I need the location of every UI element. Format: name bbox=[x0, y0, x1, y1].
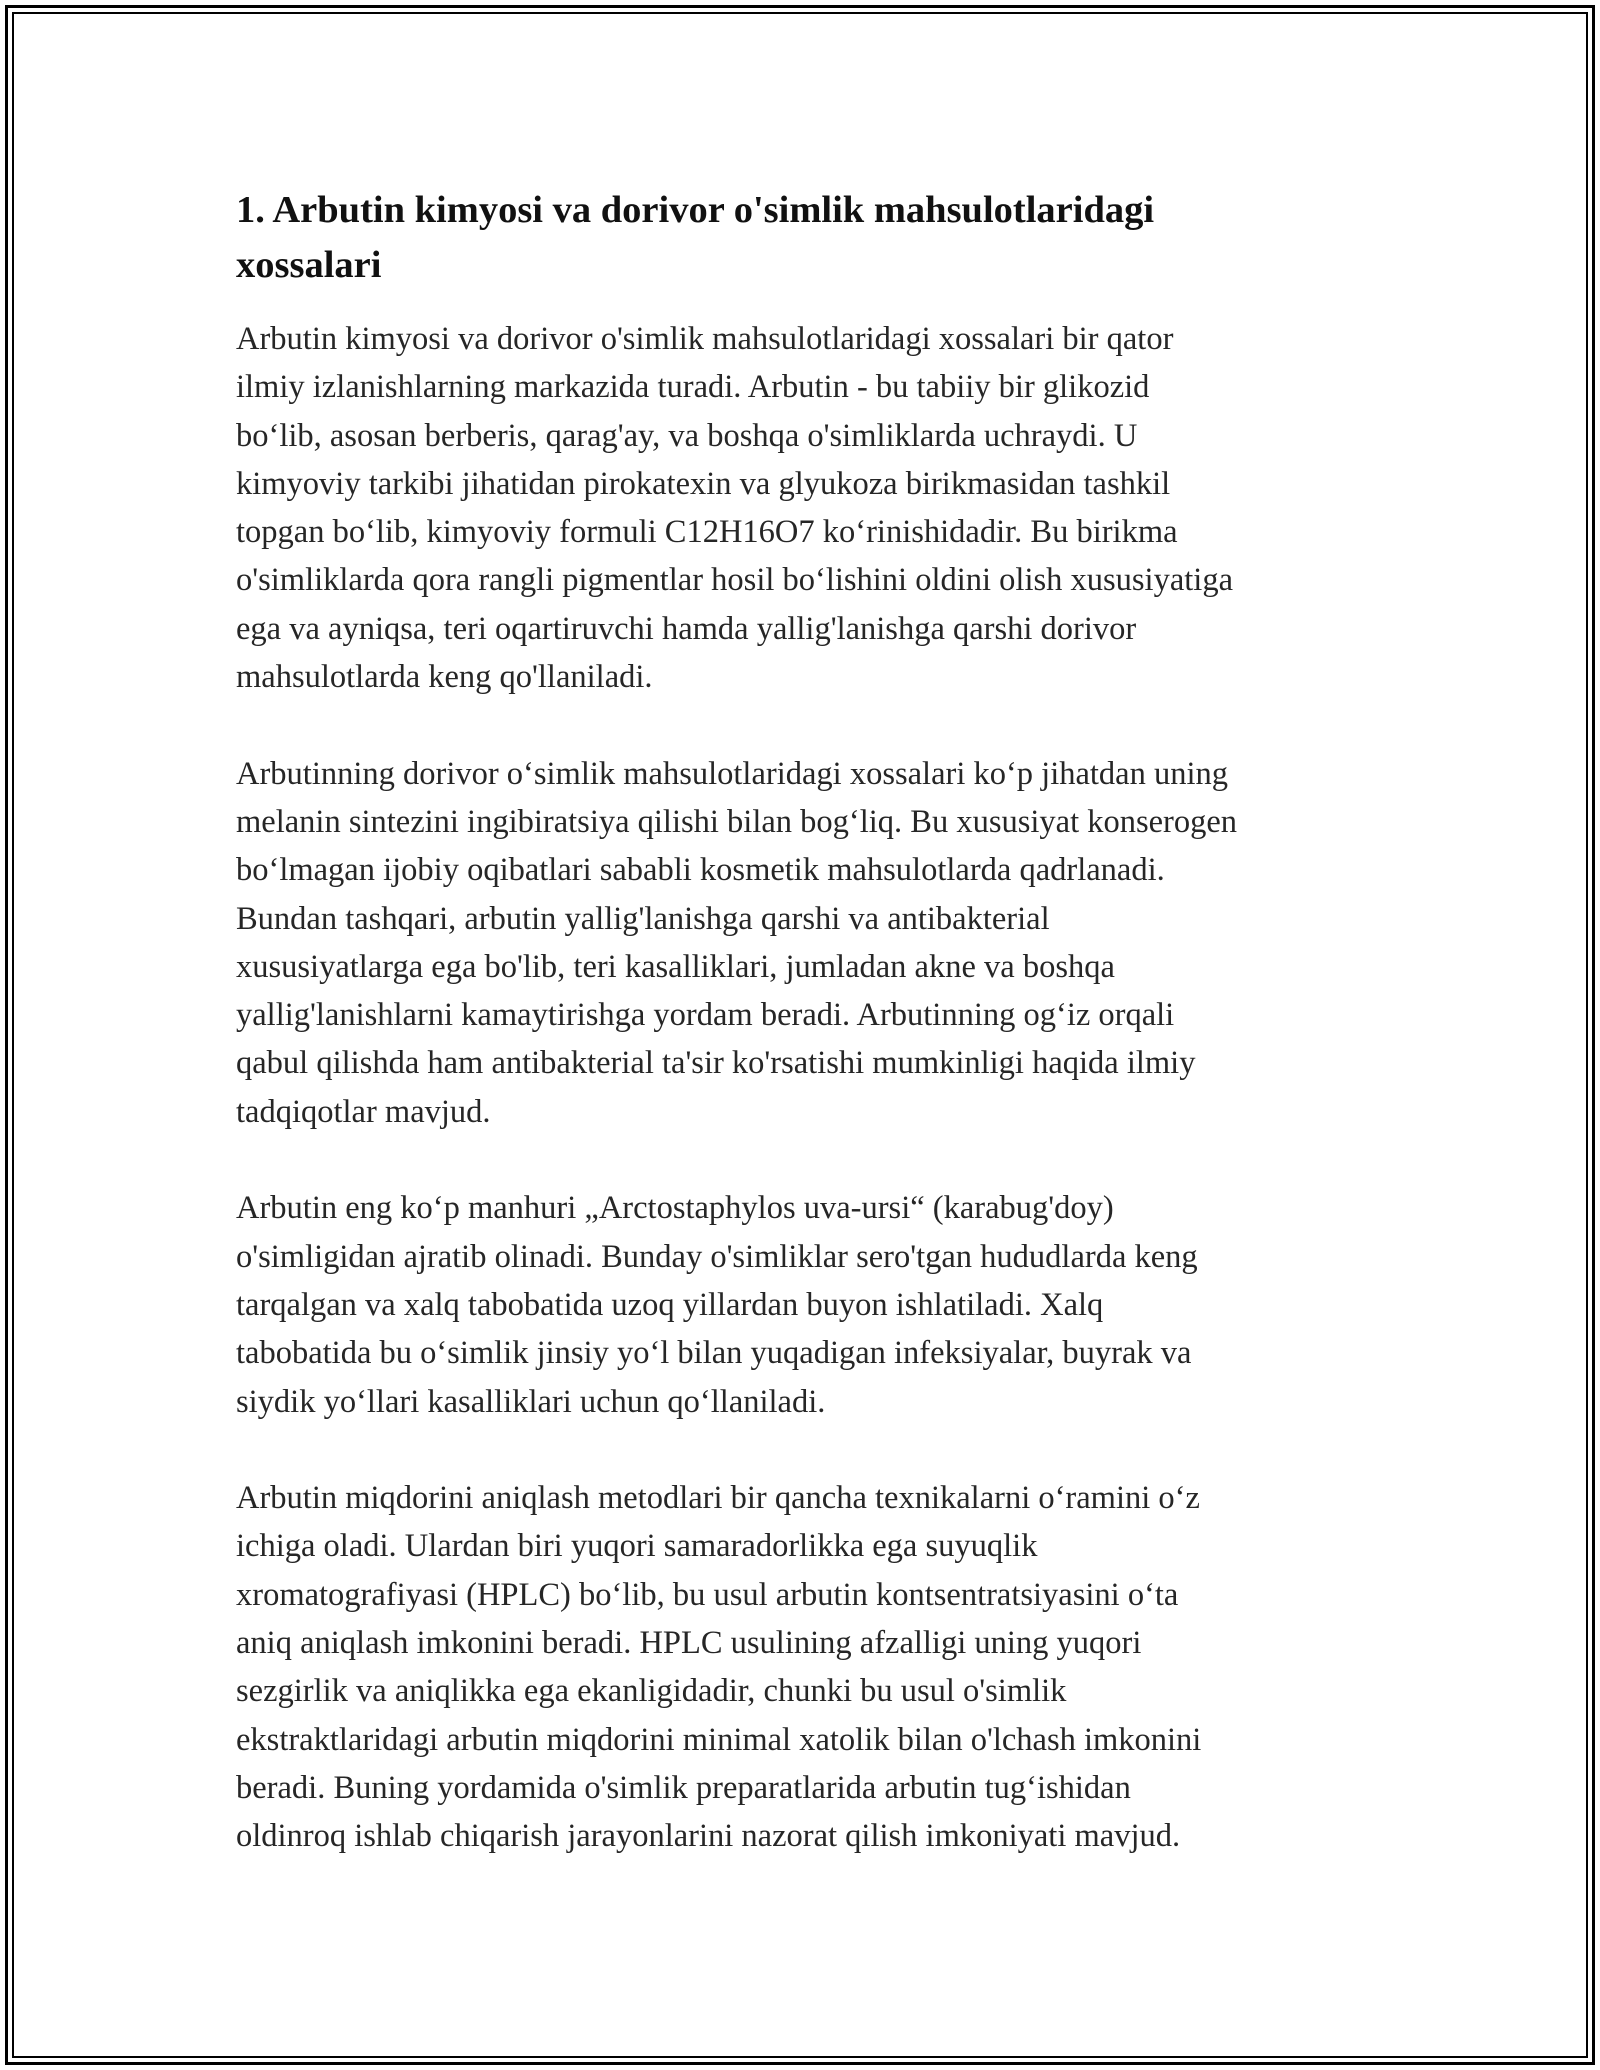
text-line: tarqalgan va xalq tabobatida uzoq yillardan buyon ishlatiladi. Xalq bbox=[236, 1286, 1104, 1323]
text-line: bo‘lib, asosan berberis, qarag'ay, va boshqa o'simliklarda uchraydi. U bbox=[236, 417, 1138, 454]
text-line: xromatografiyasi (HPLC) bo‘lib, bu usul arbutin kontsentratsiyasini o‘ta bbox=[236, 1576, 1179, 1613]
text-line: aniq aniqlash imkonini beradi. HPLC usulining afzalligi uning yuqori bbox=[236, 1625, 1142, 1662]
text-line: xususiyatlarga ega bo'lib, teri kasalliklari, jumladan akne va boshqa bbox=[236, 948, 1115, 985]
text-line: beradi. Buning yordamida o'simlik preparatlarida arbutin tug‘ishidan bbox=[236, 1769, 1131, 1806]
text-line: yallig'lanishlarni kamaytirishga yordam beradi. Arbutinning og‘iz orqali bbox=[236, 997, 1175, 1034]
text-line: oldinroq ishlab chiqarish jarayonlarini nazorat qilish imkoniyati mavjud. bbox=[236, 1818, 1181, 1855]
text-line: ilmiy izlanishlarning markazida turadi. Arbutin - bu tabiiy bir glikozid bbox=[236, 369, 1150, 406]
text-line: Arbutin miqdorini aniqlash metodlari bir qancha texnikalarni o‘ramini o‘z bbox=[236, 1480, 1200, 1517]
document-body bbox=[236, 183, 1376, 1861]
text-line: Arbutin kimyosi va dorivor o'simlik mahsulotlaridagi xossalari bir qator bbox=[236, 321, 1174, 357]
text-line: mahsulotlarda keng qo'llaniladi. bbox=[236, 659, 653, 696]
paragraph-2 bbox=[236, 750, 1376, 1136]
paragraph-3 bbox=[236, 1184, 1376, 1425]
text-line: o'simligidan ajratib olinadi. Bunday o'simliklar sero'tgan hududlarda keng bbox=[236, 1238, 1198, 1275]
text-line: ichiga oladi. Ulardan biri yuqori samaradorlikka ega suyuqlik bbox=[236, 1528, 1038, 1565]
text-line: melanin sintezini ingibiratsiya qilishi bilan bog‘liq. Bu xususiyat konserogen bbox=[236, 803, 1238, 840]
text-line: Arbutinning dorivor o‘simlik mahsulotlaridagi xossalari ko‘p jihatdan uning bbox=[236, 755, 1229, 792]
text-line: o'simliklarda qora rangli pigmentlar hosil bo‘lishini oldini olish xususiyatiga bbox=[236, 562, 1233, 599]
text-line: Arbutin eng ko‘p manhuri „Arctostaphylos uva-ursi“ (karabug'doy) bbox=[236, 1190, 1114, 1227]
text-line: sezgirlik va aniqlikka ega ekanligidadir, chunki bu usul o'simlik bbox=[236, 1673, 1067, 1710]
section-title bbox=[236, 183, 1376, 293]
text-line: topgan bo‘lib, kimyoviy formuli C12H16O7 ko‘rinishidadir. Bu birikma bbox=[236, 514, 1178, 551]
title-line: 1. Arbutin kimyosi va dorivor o'simlik mahsulotlaridagi bbox=[236, 189, 1155, 231]
text-line: ega va ayniqsa, teri oqartiruvchi hamda yallig'lanishga qarshi dorivor bbox=[236, 610, 1137, 647]
text-line: ekstraktlaridagi arbutin miqdorini minimal xatolik bilan o'lchash imkonini bbox=[236, 1721, 1202, 1758]
title-line: xossalari bbox=[236, 244, 382, 286]
paragraph-4 bbox=[236, 1474, 1376, 1860]
text-line: Bundan tashqari, arbutin yallig'lanishga qarshi va antibakterial bbox=[236, 900, 1050, 937]
text-line: bo‘lmagan ijobiy oqibatlari sababli kosmetik mahsulotlarda qadrlanadi. bbox=[236, 852, 1165, 889]
text-line: tadqiqotlar mavjud. bbox=[236, 1093, 491, 1130]
text-line: tabobatida bu o‘simlik jinsiy yo‘l bilan yuqadigan infeksiyalar, buyrak va bbox=[236, 1335, 1192, 1372]
text-line: kimyoviy tarkibi jihatidan pirokatexin va glyukoza birikmasidan tashkil bbox=[236, 465, 1171, 502]
text-line: qabul qilishda ham antibakterial ta'sir ko'rsatishi mumkinligi haqida ilmiy bbox=[236, 1045, 1196, 1082]
paragraph-1 bbox=[236, 315, 1376, 701]
text-line: siydik yo‘llari kasalliklari uchun qo‘llaniladi. bbox=[236, 1383, 826, 1420]
